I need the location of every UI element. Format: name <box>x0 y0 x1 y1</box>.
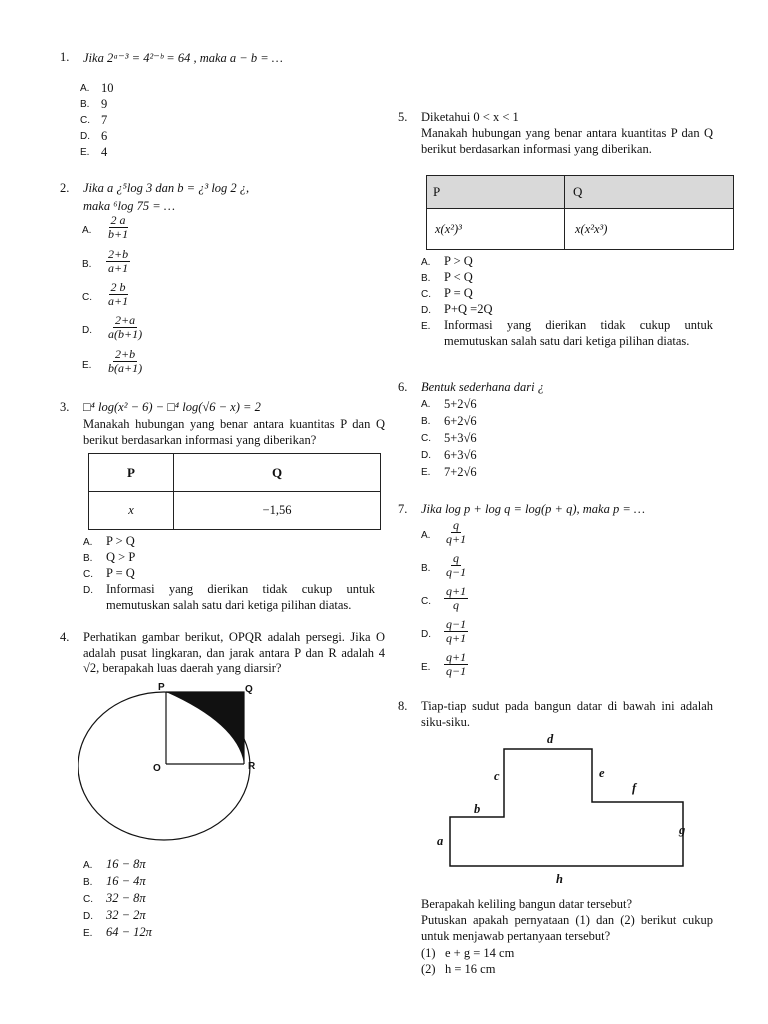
question-number: 6. <box>398 380 408 394</box>
label-p: P <box>158 682 165 693</box>
question-text: Tiap-tiap sudut pada bangun datar di bawah ini adalah siku-siku. <box>421 699 713 729</box>
option-letter: D. <box>83 585 93 596</box>
label-b: b <box>474 802 481 816</box>
label-c: c <box>494 769 500 783</box>
statement-label: (2) <box>421 962 436 976</box>
option-letter: E. <box>83 928 93 939</box>
label-f: f <box>632 781 637 795</box>
option-fraction: $\frac{q+1}{q}$ <box>446 584 467 612</box>
option-letter: E. <box>421 662 431 673</box>
option-letter: A. <box>83 537 93 548</box>
question-stem: Diketahui 0 < x < 1 <box>421 110 519 124</box>
table-header-p: P <box>89 454 174 492</box>
option-text: Q > P <box>106 550 136 564</box>
option-letter: E. <box>421 467 431 478</box>
option-text: 9 <box>101 97 108 111</box>
table-header-row <box>89 454 381 492</box>
option-text: 10 <box>101 81 114 95</box>
option-letter: A. <box>83 860 93 871</box>
option-text: 7 <box>101 113 108 127</box>
option-letter: A. <box>421 530 431 541</box>
table-cell-q: x(x²x³) <box>565 209 734 250</box>
table-cell-p: x(x²)³ <box>427 209 565 250</box>
label-a: a <box>437 834 444 848</box>
label-o: O <box>153 763 161 774</box>
label-g: g <box>679 823 686 837</box>
option-letter: A. <box>80 83 90 94</box>
question-prompt: Berapakah keliling bangun datar tersebut? <box>421 897 633 911</box>
statement-label: (1) <box>421 946 436 960</box>
question-stem: Jika 2ᵃ⁻³ = 4²⁻ᵇ = 64 , maka a − b = … <box>83 51 283 65</box>
question-text: Perhatikan gambar berikut, OPQR adalah persegi. Jika O adalah pusat lingkaran, dan jarak antara P dan R adalah 4 √2, berapakah luas daerah yang diarsir? <box>83 630 385 675</box>
question-number: 4. <box>60 630 70 644</box>
question-text: Manakah hubungan yang benar antara kuantitas P dan Q berikut berdasarkan informasi yang diberikan. <box>421 126 713 156</box>
option-text: 16 − 8π <box>106 857 146 871</box>
option-letter: C. <box>80 115 90 126</box>
table-row <box>427 209 734 250</box>
option-letter: E. <box>80 147 90 158</box>
option-letter: D. <box>80 131 90 142</box>
label-h: h <box>556 872 563 886</box>
option-text: 32 − 8π <box>106 891 146 905</box>
stepped-polygon <box>450 749 686 866</box>
table-header-q: Q <box>565 176 734 209</box>
option-text: 5+2√6 <box>444 397 477 411</box>
option-letter: E. <box>82 360 92 371</box>
option-letter: D. <box>421 305 431 316</box>
label-q: Q <box>245 684 253 695</box>
option-fraction: $\frac{2 b}{a+1}$ <box>108 280 129 308</box>
option-letter: B. <box>83 553 93 564</box>
option-letter: B. <box>83 877 93 888</box>
option-letter: A. <box>421 257 431 268</box>
question-stem-line-1: Jika a ¿⁵log 3 dan b = ¿³ log 2 ¿, <box>83 181 250 195</box>
question-text: Manakah hubungan yang benar antara kuantitas P dan Q berikut berdasarkan informasi yang diberikan? <box>83 417 385 447</box>
statement-text: h = 16 cm <box>445 962 496 976</box>
option-letter: C. <box>421 433 431 444</box>
question-stem-line-2: maka ⁶log 75 = … <box>83 199 175 213</box>
option-letter: D. <box>83 911 93 922</box>
option-text: Informasi yang dierikan tidak cukup untuk memutuskan salah satu dari ketiga pilihan diatas. <box>444 318 713 348</box>
option-text: 7+2√6 <box>444 465 477 479</box>
option-text: P = Q <box>106 566 135 580</box>
table-header-q: Q <box>174 454 381 492</box>
table-row <box>89 492 381 530</box>
instruction-text: Putuskan apakah pernyataan (1) dan (2) berikut cukup untuk menjawab pertanyaan tersebut? <box>421 913 713 943</box>
option-text: P < Q <box>444 270 473 284</box>
option-fraction: $\frac{q}{q-1}$ <box>446 551 467 579</box>
option-fraction: $\frac{2+b}{b(a+1)}$ <box>108 347 143 375</box>
question-number: 7. <box>398 502 408 516</box>
question-number: 8. <box>398 699 408 713</box>
option-letter: C. <box>82 292 92 303</box>
option-letter: B. <box>80 99 90 110</box>
question-number: 2. <box>60 181 70 195</box>
option-letter: C. <box>83 894 93 905</box>
option-fraction: $\frac{q+1}{q-1}$ <box>446 650 467 678</box>
option-text: 32 − 2π <box>106 908 146 922</box>
question-number: 3. <box>60 400 70 414</box>
option-text: P = Q <box>444 286 473 300</box>
option-letter: C. <box>421 289 431 300</box>
table-header-p: P <box>427 176 565 209</box>
table-header-row <box>427 176 734 209</box>
option-text: 6 <box>101 129 108 143</box>
option-fraction: $\frac{2 a}{b+1}$ <box>108 213 129 241</box>
option-text: 6+2√6 <box>444 414 477 428</box>
option-letter: E. <box>421 321 431 332</box>
question-number: 5. <box>398 110 408 124</box>
option-letter: D. <box>82 325 92 336</box>
option-letter: C. <box>421 596 431 607</box>
table-cell-p: x <box>89 492 174 530</box>
option-text: P+Q =2Q <box>444 302 493 316</box>
table-cell-q: −1,56 <box>174 492 381 530</box>
label-e: e <box>599 766 605 780</box>
option-letter: B. <box>421 416 431 427</box>
option-fraction: $\frac{q-1}{q+1}$ <box>446 617 467 645</box>
option-fraction: $\frac{2+b}{a+1}$ <box>108 247 129 275</box>
option-letter: C. <box>83 569 93 580</box>
option-letter: D. <box>421 629 431 640</box>
option-fraction: $\frac{2+a}{a(b+1)}$ <box>108 313 143 341</box>
shaded-region <box>166 692 244 764</box>
option-text: 4 <box>101 145 108 159</box>
statement-text: e + g = 14 cm <box>445 946 515 960</box>
option-letter: A. <box>421 399 431 410</box>
option-text: P > Q <box>444 254 473 268</box>
option-text: P > Q <box>106 534 135 548</box>
comparison-table <box>426 175 734 250</box>
option-letter: D. <box>421 450 431 461</box>
option-text: 5+3√6 <box>444 431 477 445</box>
option-fraction: $\frac{q}{q+1}$ <box>446 518 467 546</box>
question-number: 1. <box>60 50 70 64</box>
option-letter: B. <box>421 273 431 284</box>
equation: □⁴ log(x² − 6) − □⁴ log(√6 − x) = 2 <box>83 400 261 414</box>
option-letter: B. <box>421 563 431 574</box>
comparison-table <box>88 453 381 530</box>
option-text: 6+3√6 <box>444 448 477 462</box>
option-letter: A. <box>82 225 92 236</box>
option-text: Informasi yang dierikan tidak cukup untuk memutuskan salah satu dari ketiga pilihan diatas. <box>106 582 375 612</box>
option-text: 64 − 12π <box>106 925 152 939</box>
option-text: 16 − 4π <box>106 874 146 888</box>
label-r: R <box>248 761 256 772</box>
question-stem: Bentuk sederhana dari ¿ <box>421 380 545 394</box>
label-d: d <box>547 732 554 746</box>
question-stem: Jika log p + log q = log(p + q), maka p = … <box>421 502 645 516</box>
option-letter: B. <box>82 259 92 270</box>
